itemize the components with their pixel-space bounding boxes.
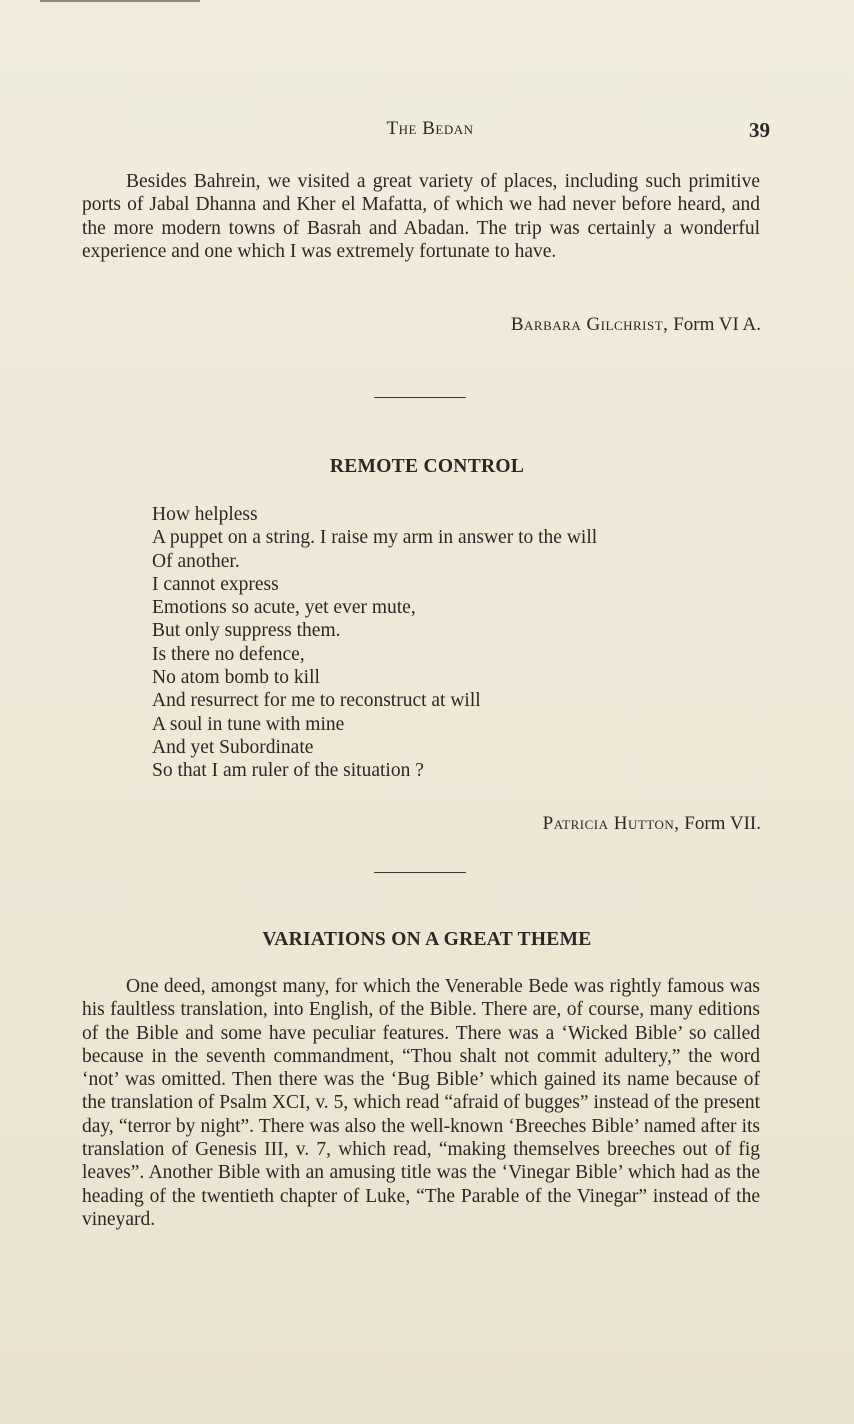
signature-name: Barbara Gilchrist, [510,314,669,335]
article-title: VARIATIONS ON A GREAT THEME [262,929,592,950]
poem-line: And resurrect for me to reconstruct at will [152,690,481,712]
poem-line: Emotions so acute, yet ever mute, [152,597,416,619]
article-paragraph: One deed, amongst many, for which the Venerable Bede was rightly famous was his faultless translation, into English, of the Bible. There are, of course, many editions of the Bible and some have peculiar features. There was a ‘Wicked Bible’ so called because in the seventh commandment, “Thou shalt not commit adultery,” the word ‘not’ was omitted. Then there was the ‘Bug Bible’ which gained its name because of the translation of Psalm XCI, v. 5, which read “afraid of bugges” instead of the present day, “terror by night”. There was also the well-known ‘Breeches Bible’ named after its translation of Genesis III, v. 7, which read, “making themselves breeches out of fig leaves”. Another Bible with an amusing title was the ‘Vinegar Bible’ which had as the heading of the twentieth chapter of Luke, “The Parable of the Vinegar” instead of the vineyard. [82,976,760,1230]
poem-body [152,503,772,783]
poem-line: No atom bomb to kill [152,667,320,689]
poem-line: A puppet on a string. I raise my arm in answer to the will [152,527,598,549]
poem-line: And yet Subordinate [152,736,314,758]
running-head [0,118,854,148]
signature-name: Patricia Hutton, [542,813,680,834]
signature-patricia-hutton [543,813,761,835]
poem-title: REMOTE CONTROL [329,456,525,477]
poem-line: How helpless [152,504,258,525]
poem-line: A soul in tune with mine [152,713,345,735]
poem-line: I cannot express [152,573,279,595]
poem-line: Of another. [152,550,240,572]
poem-line: But only suppress them. [152,620,341,642]
journal-title: The Bedan [386,118,474,139]
section-divider [374,397,466,398]
page-number: 39 [749,118,770,142]
signature-form: Form VII. [684,813,761,834]
signature-form: Form VI A. [673,314,761,335]
opening-paragraph: Besides Bahrein, we visited a great variety of places, including such primitive ports of Jabal Dhanna and Kher el Mafatta, of which we had never before heard, and the more modern towns of Basrah and Abadan. The trip was certainly a wonderful experience and one which I was extremely fortunate to have. [82,171,760,262]
poem-line: Is there no defence, [152,643,305,665]
section-divider [374,872,466,873]
top-edge-rule [40,0,200,2]
poem-line: So that I am ruler of the situation ? [152,760,424,782]
signature-barbara-gilchrist [511,314,761,336]
